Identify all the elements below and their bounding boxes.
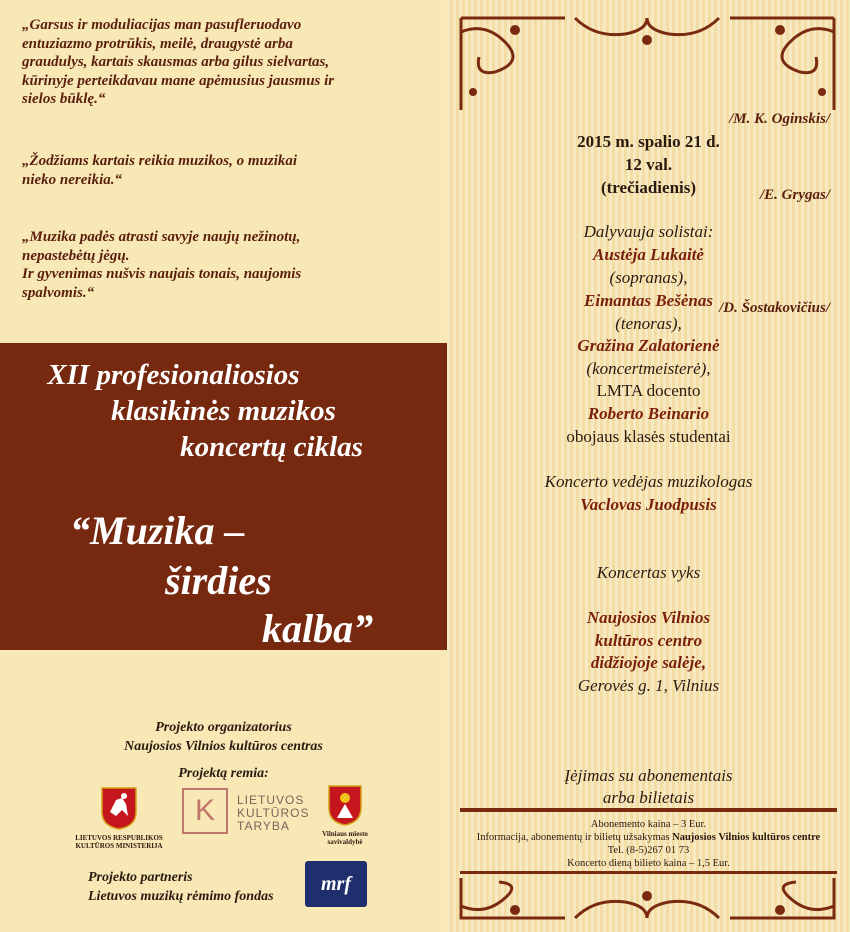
partner-name: Lietuvos muzikų rėmimo fondas xyxy=(88,889,274,904)
series-line-2: klasikinės muzikos xyxy=(111,395,336,427)
venue-label: Koncertas vyks xyxy=(596,563,701,582)
ministry-caption: LIETUVOS RESPUBLIKOS KULTŪROS MINISTERIJA xyxy=(75,834,163,850)
ornament-bottom-icon xyxy=(455,876,840,924)
teacher-name: Roberto Beinario xyxy=(587,404,710,423)
ornament-bottom xyxy=(455,876,840,924)
series-line-1: XII profesionaliosios xyxy=(47,359,300,391)
host-name: Vaclovas Juodpusis xyxy=(580,495,717,514)
lmta-label: LMTA docento xyxy=(596,381,701,400)
entry-line-2: arba bilietais xyxy=(602,788,695,807)
performer-2-name: Eimantas Bešėnas xyxy=(584,291,713,310)
venue-line-3: didžiojoje salėje, xyxy=(590,653,707,672)
info-phone: Tel. (8-5)267 01 73 xyxy=(607,845,690,856)
entry-line-1: Įėjimas su abonementais xyxy=(564,766,733,785)
students-label: obojaus klasės studentai xyxy=(566,427,731,446)
city-caption: Vilniaus miesto savivaldybė xyxy=(322,830,368,846)
quote-shostakovich: „Muzika padės atrasti savyje naujų nežinotų, nepastebėtų jėgų. Ir gyvenimas nušvis naujais tonais, naujomis spalvomis.“ xyxy=(22,229,302,301)
info-contacts-prefix: Informacija, abonementų ir bilietų užsakymas xyxy=(476,832,670,843)
ministry-logo xyxy=(100,786,138,830)
organizer-label: Projekto organizatorius xyxy=(155,720,292,735)
host-label: Koncerto vedėjas muzikologas xyxy=(544,472,753,491)
partner-label: Projekto partneris xyxy=(88,870,193,885)
performer-1-role: (sopranas), xyxy=(609,268,688,287)
info-price: Abonemento kaina – 3 Eur. xyxy=(590,819,707,830)
participants-label: Dalyvauja solistai: xyxy=(583,222,714,241)
info-contacts-venue: Naujosios Vilnios kultūros centre xyxy=(672,832,821,843)
info-day-price: Koncerto dieną bilieto kaina – 1,5 Eur. xyxy=(567,858,730,869)
performer-2-role: (tenoras), xyxy=(615,314,682,333)
council-name: LIETUVOS KULTŪROS TARYBA xyxy=(237,793,310,833)
concert-title-1: “Muzika – xyxy=(70,508,245,553)
performer-3-role: (koncertmeisterė), xyxy=(586,359,711,378)
event-date: 2015 m. spalio 21 d. xyxy=(577,132,720,151)
quote-author-grygas: /E. Grygas/ xyxy=(759,187,830,203)
series-line-3: koncertų ciklas xyxy=(180,431,363,463)
info-contacts xyxy=(447,831,850,844)
ministry-crest-icon xyxy=(100,786,138,830)
ornament-top xyxy=(455,12,840,117)
quote-author-oginskis: /M. K. Oginskis/ xyxy=(729,111,830,127)
mrf-logo-text: mrf xyxy=(321,873,351,895)
event-weekday: (trečiadienis) xyxy=(600,178,697,197)
info-bar-top xyxy=(460,808,837,812)
city-crest-icon xyxy=(327,784,363,826)
organizer-name: Naujosios Vilnios kultūros centras xyxy=(124,739,323,754)
city-logo xyxy=(327,784,363,826)
support-label: Projektą remia: xyxy=(178,766,269,781)
quote-grygas: „Žodžiams kartais reikia muzikos, o muzikai nieko nereikia.“ xyxy=(22,153,298,188)
concert-title-3: kalba” xyxy=(262,606,374,651)
mrf-logo xyxy=(305,861,367,907)
venue-address: Gerovės g. 1, Vilnius xyxy=(577,676,720,695)
performer-1-name: Austėja Lukaitė xyxy=(593,245,704,264)
venue-line-2: kultūros centro xyxy=(594,631,703,650)
council-logo xyxy=(182,788,228,834)
concert-banner xyxy=(0,343,447,650)
info-bar-bottom xyxy=(460,871,837,874)
quote-author-shostakovich: /D. Šostakovičius/ xyxy=(719,300,830,316)
venue-line-1: Naujosios Vilnios xyxy=(586,608,711,627)
concert-title-2: širdies xyxy=(165,558,272,603)
event-time: 12 val. xyxy=(624,155,673,174)
quote-oginskis: „Garsus ir moduliacijas man pasufleruodavo entuziazmo protrūkis, meilė, draugystė arba graudulys, kartais skausmas arba gilus sielvartas, kūrinyje perteikdavau mane apėmusius jausmus ir sielos būklę.“ xyxy=(22,17,335,108)
council-k-icon: K xyxy=(194,794,215,827)
ornament-top-icon xyxy=(455,12,840,117)
performer-3-name: Gražina Zalatorienė xyxy=(577,336,720,355)
